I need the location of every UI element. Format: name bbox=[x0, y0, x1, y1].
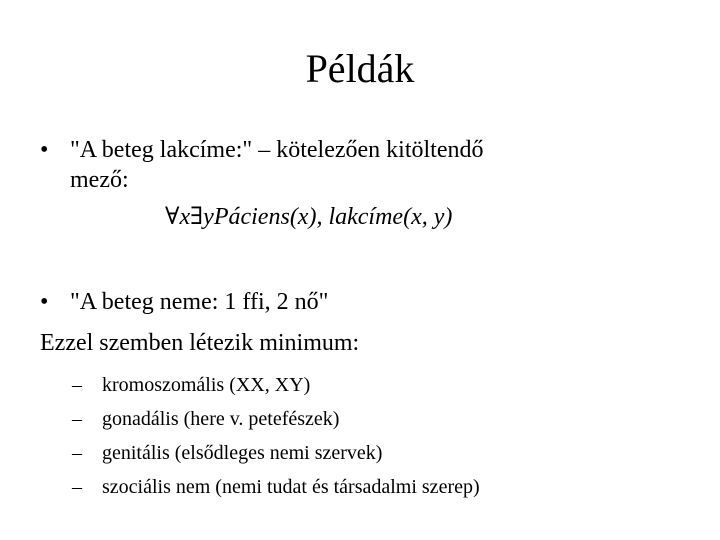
formula-args-1: (x), bbox=[289, 204, 329, 230]
forall-symbol: ∀ bbox=[165, 204, 180, 230]
bullet-address-line1: "A beteg lakcíme:" – kötelezően kitöltendő bbox=[70, 137, 484, 163]
list-item bbox=[72, 470, 480, 504]
slide-title: Példák bbox=[305, 46, 415, 91]
dash-marker: – bbox=[72, 408, 82, 430]
bullet-address-line2: mező: bbox=[70, 167, 129, 193]
logic-formula bbox=[165, 200, 452, 234]
list-item-text: szociális nem (nemi tudat és társadalmi szerep) bbox=[102, 476, 480, 498]
list-item-text: kromoszomális (XX, XY) bbox=[102, 374, 311, 396]
formula-var-x: x bbox=[179, 204, 191, 230]
bullet-address bbox=[40, 135, 680, 195]
paragraph-minimum: Ezzel szemben létezik minimum: bbox=[40, 330, 360, 356]
sex-types-list bbox=[72, 368, 480, 504]
list-item bbox=[72, 368, 480, 402]
list-item bbox=[72, 402, 480, 436]
formula-predicate-lakcime: lakcíme bbox=[328, 204, 404, 230]
list-item-text: genitális (elsődleges nemi szervek) bbox=[102, 442, 383, 464]
list-item-text: gonadális (here v. petefészek) bbox=[102, 408, 340, 430]
formula-predicate-paciens: Páciens bbox=[213, 204, 290, 230]
bullet-marker: • bbox=[40, 137, 49, 163]
bullet-sex-text: "A beteg neme: 1 ffi, 2 nő" bbox=[70, 289, 329, 315]
bullet-marker: • bbox=[40, 289, 49, 315]
formula-args-2: (x, y) bbox=[403, 204, 453, 230]
bullet-sex bbox=[40, 287, 700, 317]
list-item bbox=[72, 436, 480, 470]
dash-marker: – bbox=[72, 374, 82, 396]
exists-symbol: ∃ bbox=[190, 204, 204, 230]
formula-var-y: y bbox=[203, 204, 214, 230]
dash-marker: – bbox=[72, 476, 82, 498]
dash-marker: – bbox=[72, 442, 82, 464]
